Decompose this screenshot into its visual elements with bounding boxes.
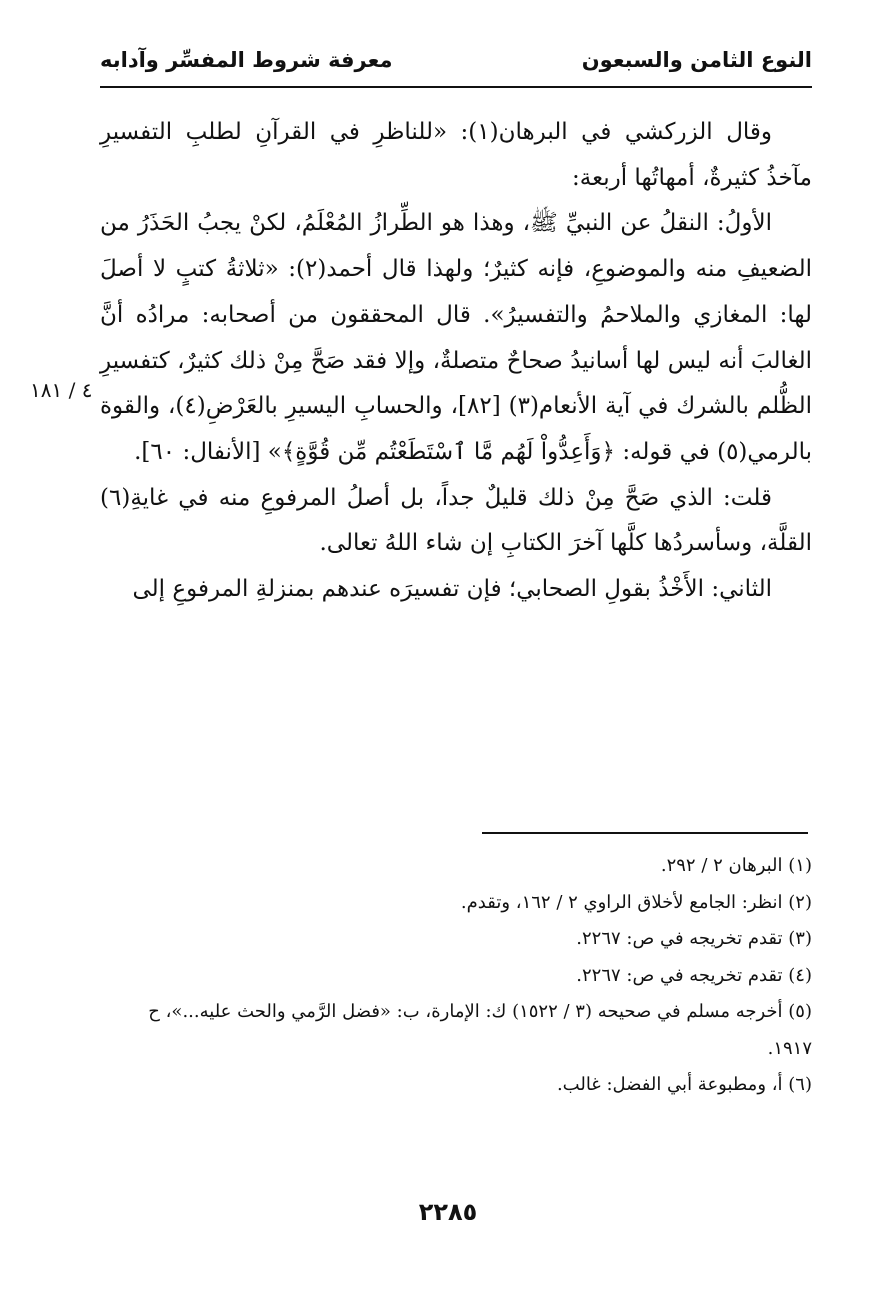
footnotes — [100, 848, 812, 1104]
main-text — [100, 110, 812, 613]
paragraph: قلت: الذي صَحَّ مِنْ ذلك قليلٌ جداً، بل أصلُ المرفوعِ منه في غايةِ(٦) القلَّة، وسأسردُها كلَّها آخرَ الكتابِ إن شاء اللهُ تعالى. — [100, 484, 812, 557]
paragraph: الثاني: الأَخْذُ بقولِ الصحابي؛ فإن تفسيرَه عندهم بمنزلةِ المرفوعِ إلى — [132, 576, 772, 603]
footnote: (١) البرهان ٢ / ٢٩٢. — [660, 855, 812, 876]
paragraph: وقال الزركشي في البرهان(١): «للناظرِ في القرآنِ لطلبِ التفسيرِ مآخذُ كثيرةٌ، أمهاتُها أربعة: — [100, 119, 812, 191]
footnote: (٣) تقدم تخريجه في ص: ٢٢٦٧. — [576, 928, 812, 949]
footnote-rule — [482, 832, 808, 834]
footnote: (٢) انظر: الجامع لأخلاق الراوي ٢ / ١٦٢، وتقدم. — [460, 891, 812, 913]
footnote: (٤) تقدم تخريجه في ص: ٢٢٦٧. — [576, 964, 812, 986]
running-header — [100, 40, 812, 80]
header-chapter-title: النوع الثامن والسبعون — [581, 48, 812, 72]
page-number: ٢٢٨٥ — [418, 1198, 478, 1226]
header-rule — [100, 86, 812, 88]
paragraph: الأولُ: النقلُ عن النبيِّ ﷺ، وهذا هو الطِّرازُ المُعْلَمُ، لكنْ يجبُ الحَذَرُ من الضعيفِ منه والموضوعِ، فإنه كثيرٌ؛ ولهذا قال أحمد(٢): «ثلاثةُ كتبٍ لا أصلَ لها: المغازي والملاحمُ والتفسيرُ». قال المحققون من أصحابه: مرادُه أنَّ الغالبَ أنه ليس لها أسانيدُ صحاحٌ متصلةٌ، وإلا فقد صَحَّ مِنْ ذلك كثيرٌ، كتفسيرِ الظُّلم بالشرك في آية الأنعام(٣) [٨٢]، والحسابِ اليسيرِ بالعَرْضِ(٤)، والقوة بالرمي(٥) في قوله: ﴿وَأَعِدُّواْ لَهُم مَّا ٱسْتَطَعْتُم مِّن قُوَّةٍ﴾» [الأنفال: ٦٠]. — [100, 210, 813, 465]
footnote: (٦) أ، ومطبوعة أبي الفضل: غالب. — [556, 1074, 812, 1095]
footnote: (٥) أخرجه مسلم في صحيحه (٣ / ١٥٢٢) ك: الإمارة، ب: «فضل الرَّمي والحث عليه...»، ح ١٩١٧. — [148, 1001, 812, 1059]
margin-page-reference: ٤ / ١٨١ — [30, 378, 93, 402]
header-section-title: معرفة شروط المفسِّر وآدابه — [100, 48, 393, 72]
